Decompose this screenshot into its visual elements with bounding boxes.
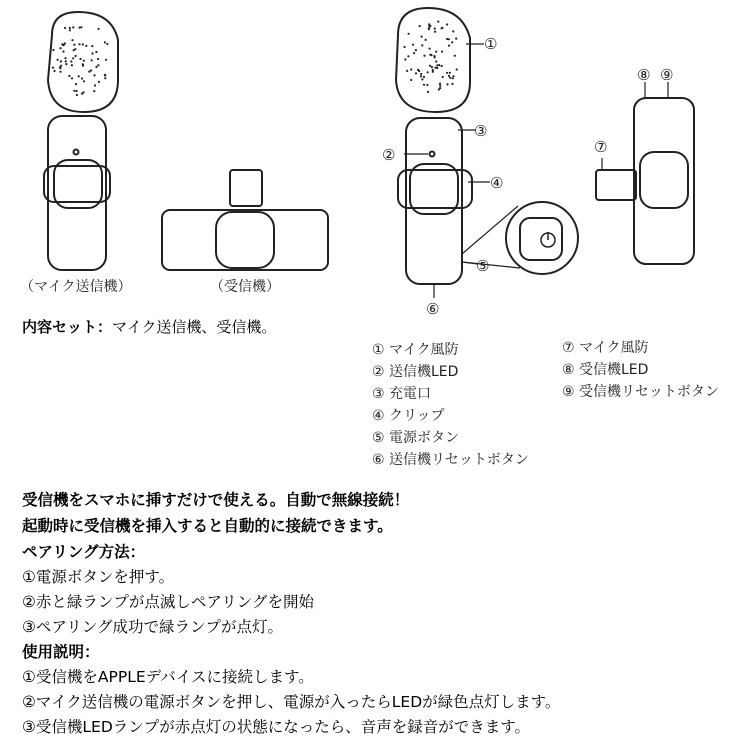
speckle-dot <box>94 84 96 86</box>
speckle-dot <box>82 91 84 93</box>
speckle-dot <box>446 38 448 40</box>
speckle-dot <box>95 66 97 68</box>
legend-item: ② 送信機LED <box>372 364 459 380</box>
speckle-dot <box>104 41 106 43</box>
windscreen-dots-2 <box>403 21 457 94</box>
speckle-dot <box>59 47 61 49</box>
transmitter-button <box>54 160 102 208</box>
pairing-step: ③ペアリング成功で緑ランプが点灯。 <box>22 618 283 636</box>
speckle-dot <box>73 44 75 46</box>
receiver-caption: （受信機） <box>210 279 280 295</box>
speckle-dot <box>425 39 427 41</box>
speckle-dot <box>91 59 93 61</box>
callout-6: ⑥ <box>426 300 440 318</box>
windscreen-shape <box>48 12 118 112</box>
callout-labels <box>382 35 673 318</box>
product-diagram <box>0 0 755 320</box>
speckle-dot <box>52 67 54 69</box>
legend-item: ④ クリップ <box>372 408 445 424</box>
speckle-dot <box>73 49 75 51</box>
speckle-dot <box>59 71 61 73</box>
speckle-dot <box>448 75 450 77</box>
speckle-dot <box>53 70 55 72</box>
speckle-dot <box>437 21 439 23</box>
speckle-dot <box>60 65 62 67</box>
speckle-dot <box>436 64 438 66</box>
usage-step: ①受信機をAPPLEデバイスに接続します。 <box>22 668 314 686</box>
speckle-dot <box>70 60 72 62</box>
speckle-dot <box>57 59 59 61</box>
speckle-dot <box>75 55 77 57</box>
usage-step: ②マイク送信機の電源ボタンを押し、電源が入ったらLEDが緑色点灯します。 <box>22 693 561 711</box>
speckle-dot <box>448 45 450 47</box>
speckle-dot <box>421 78 423 80</box>
legend-left <box>372 340 529 472</box>
speckle-dot <box>69 27 71 29</box>
transmitter-caption: （マイク送信機） <box>20 279 132 295</box>
speckle-dot <box>429 65 431 67</box>
speckle-dot <box>93 90 95 92</box>
speckle-dot <box>446 72 448 74</box>
receiver-side-body <box>634 98 694 264</box>
pairing-step: ①電源ボタンを押す。 <box>22 568 175 586</box>
transmitter-led <box>74 150 79 155</box>
speckle-dot <box>83 80 85 82</box>
speckle-dot <box>456 68 458 70</box>
receiver-connector <box>230 170 262 206</box>
callout-7: ⑦ <box>594 138 608 156</box>
speckle-dot <box>76 94 78 96</box>
speckle-dot <box>79 27 81 29</box>
speckle-dot <box>97 64 99 66</box>
headline-1: 受信機をスマホに挿すだけで使える。自動で無線接続！ <box>22 491 410 509</box>
speckle-dot <box>64 42 66 44</box>
receiver-button <box>216 212 274 268</box>
legend-item: ③ 充電口 <box>372 386 432 402</box>
speckle-dot <box>435 51 437 53</box>
speckle-dot <box>433 55 435 57</box>
contents-label: 内容セット： <box>22 318 113 336</box>
speckle-dot <box>68 75 70 77</box>
speckle-dot <box>446 23 448 25</box>
speckle-dot <box>420 75 422 77</box>
speckle-dot <box>449 77 451 79</box>
speckle-dot <box>403 46 405 48</box>
speckle-dot <box>429 48 431 50</box>
speckle-dot <box>431 66 433 68</box>
pairing-step: ②赤と緑ランプが点滅しペアリングを開始 <box>22 593 314 611</box>
speckle-dot <box>418 70 420 72</box>
speckle-dot <box>71 39 73 41</box>
speckle-dot <box>436 67 438 69</box>
speckle-dot <box>432 71 434 73</box>
speckle-dot <box>421 44 423 46</box>
legend-item: ⑧ 受信機LED <box>562 362 649 378</box>
speckle-dot <box>428 28 430 30</box>
speckle-dot <box>427 71 429 73</box>
callout-2: ② <box>382 146 396 164</box>
speckle-dot <box>406 70 408 72</box>
speckle-dot <box>413 52 415 54</box>
speckle-dot <box>421 36 423 38</box>
speckle-dot <box>81 77 83 79</box>
speckle-dot <box>423 55 425 57</box>
speckle-dot <box>104 77 106 79</box>
speckle-dot <box>88 71 90 73</box>
transmitter-body <box>48 116 106 270</box>
speckle-dot <box>82 63 84 65</box>
speckle-dot <box>97 58 99 60</box>
speckle-dot <box>420 73 422 75</box>
speckle-dot <box>415 72 417 74</box>
speckle-dot <box>76 90 78 92</box>
speckle-dot <box>434 31 436 33</box>
callout-4: ④ <box>490 174 504 192</box>
speckle-dot <box>449 72 451 74</box>
speckle-dot <box>65 63 67 65</box>
receiver-side-button <box>640 152 688 208</box>
callout-9: ⑨ <box>660 66 674 84</box>
speckle-dot <box>446 83 448 85</box>
speckle-dot <box>75 83 77 85</box>
speckle-dot <box>65 60 67 62</box>
speckle-dot <box>451 41 453 43</box>
legend-item: ⑤ 電源ボタン <box>372 430 460 446</box>
headline-2: 起動時に受信機を挿入すると自動的に接続できます。 <box>22 517 393 535</box>
speckle-dot <box>91 45 93 47</box>
speckle-dot <box>73 90 75 92</box>
legend-item: ⑥ 送信機リセットボタン <box>372 452 529 468</box>
legend-right <box>562 338 719 404</box>
speckle-dot <box>71 64 73 66</box>
usage-step: ③受信機LEDランプが赤点灯の状態になったら、音声を録音ができます。 <box>22 718 531 736</box>
speckle-dot <box>79 58 81 60</box>
speckle-dot <box>71 77 73 79</box>
speckle-dot <box>62 51 64 53</box>
speckle-dot <box>439 85 441 87</box>
callout-3: ③ <box>474 122 488 140</box>
speckle-dot <box>452 77 454 79</box>
speckle-dot <box>404 58 406 60</box>
legend-item: ① マイク風防 <box>372 342 459 358</box>
callout-8: ⑧ <box>637 66 651 84</box>
speckle-dot <box>419 25 421 27</box>
transmitter-body-2 <box>406 118 462 284</box>
contents-value: マイク送信機、受信機。 <box>112 318 277 336</box>
transmitter-button-2 <box>410 164 458 214</box>
speckle-dot <box>59 67 61 69</box>
speckle-dot <box>82 43 84 45</box>
speckle-dot <box>78 43 80 45</box>
speckle-dot <box>439 87 441 89</box>
speckle-dot <box>426 84 428 86</box>
speckle-dot <box>85 45 87 47</box>
speckle-dot <box>64 57 66 59</box>
windscreen-shape-2 <box>396 8 470 112</box>
speckle-dot <box>91 52 93 54</box>
speckle-dot <box>98 28 100 30</box>
speckle-dot <box>64 27 66 29</box>
speckle-dot <box>441 65 443 67</box>
receiver-side-view <box>596 82 694 264</box>
speckle-dot <box>61 43 63 45</box>
speckle-dot <box>104 74 106 76</box>
usage-title: 使用説明： <box>22 643 100 661</box>
speckle-dot <box>410 68 412 70</box>
receiver-body <box>162 210 328 270</box>
speckle-dot <box>423 76 425 78</box>
speckle-dot <box>72 26 74 28</box>
speckle-dot <box>454 55 456 57</box>
windscreen-dots <box>52 26 109 96</box>
speckle-dot <box>407 55 409 57</box>
speckle-dot <box>408 33 410 35</box>
speckle-dot <box>415 49 417 51</box>
speckle-dot <box>52 49 54 51</box>
pairing-title: ペアリング方法： <box>22 543 146 561</box>
speckle-dot <box>98 81 100 83</box>
speckle-dot <box>95 51 97 53</box>
speckle-dot <box>423 84 425 86</box>
speckle-dot <box>438 64 440 66</box>
speckle-dot <box>435 60 437 62</box>
speckle-dot <box>434 28 436 30</box>
speckle-dot <box>451 83 453 85</box>
zoom-line-top <box>462 206 518 254</box>
speckle-dot <box>452 30 454 32</box>
speckle-dot <box>427 91 429 93</box>
speckle-dot <box>78 75 80 77</box>
receiver-illustration <box>162 170 328 270</box>
speckle-dot <box>442 76 444 78</box>
transmitter-illustration <box>44 12 118 270</box>
speckle-dot <box>455 38 457 40</box>
callout-5: ⑤ <box>476 257 490 275</box>
speckle-dot <box>441 27 443 29</box>
speckle-dot <box>83 60 85 62</box>
speckle-dot <box>93 74 95 76</box>
speckle-dot <box>428 23 430 25</box>
speckle-dot <box>72 57 74 59</box>
speckle-dot <box>453 75 455 77</box>
legend-item: ⑨ 受信機リセットボタン <box>562 384 719 400</box>
speckle-dot <box>69 29 71 31</box>
callout-1: ① <box>484 35 498 53</box>
speckle-dot <box>105 59 107 61</box>
legend-item: ⑦ マイク風防 <box>562 340 649 356</box>
speckle-dot <box>412 44 414 46</box>
speckle-dot <box>441 51 443 53</box>
speckle-dot <box>60 60 62 62</box>
speckle-dot <box>439 83 441 85</box>
speckle-dot <box>106 43 108 45</box>
contents-line <box>22 316 276 337</box>
speckle-dot <box>430 54 432 56</box>
transmitter-led-2 <box>430 152 435 157</box>
speckle-dot <box>410 79 412 81</box>
receiver-side-connector <box>596 170 636 200</box>
